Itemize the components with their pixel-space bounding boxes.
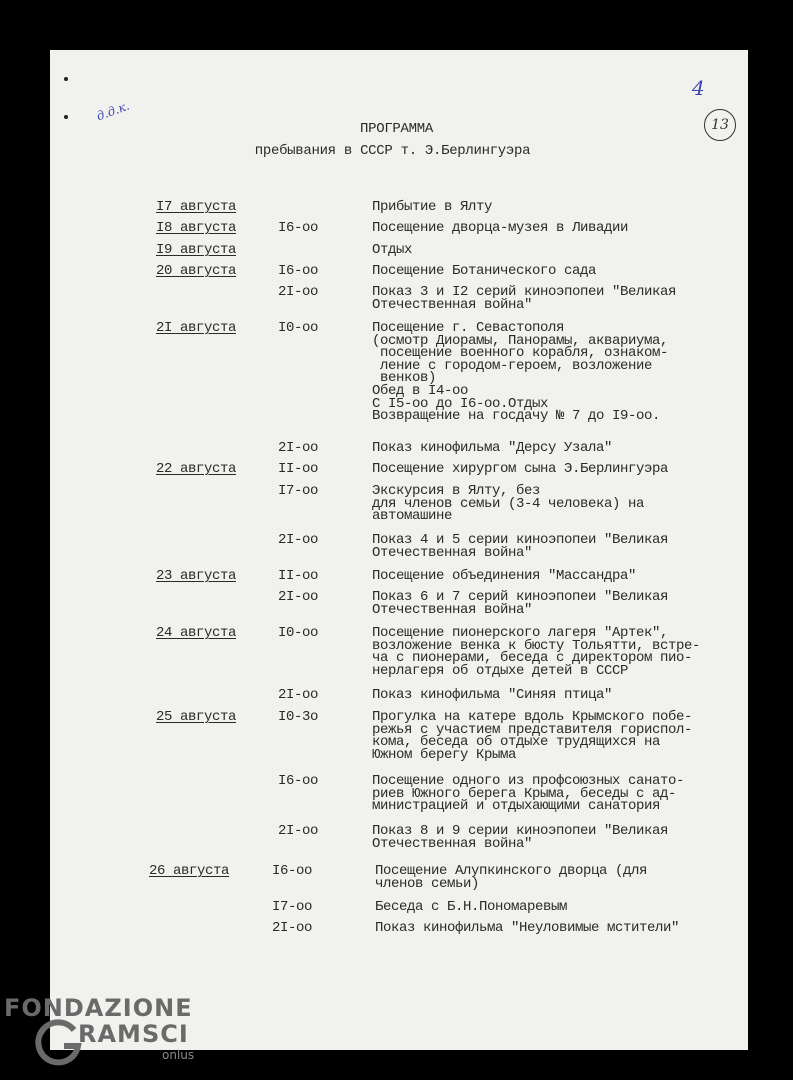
schedule-event-line: министрацией и отдыхающими санатория	[372, 798, 661, 815]
schedule-event-line: Отечественная война"	[372, 544, 533, 561]
watermark-line-3: onlus	[162, 1048, 195, 1062]
schedule-date: I7 августа	[156, 199, 237, 215]
schedule-time: 2I-оо	[278, 284, 319, 300]
document-subtitle: пребывания в СССР т. Э.Берлингуэра	[254, 143, 531, 159]
schedule-event-line: посещение военного корабля, ознаком-	[372, 345, 669, 362]
schedule-event-line: Показ 6 и 7 серий киноэпопеи "Великая	[372, 589, 669, 605]
schedule-event-line: Беседа с Б.Н.Пономаревым	[375, 899, 568, 915]
schedule-time: 2I-оо	[278, 823, 319, 839]
schedule-event	[372, 244, 732, 257]
schedule-event	[372, 570, 732, 583]
schedule-event	[372, 689, 732, 702]
schedule-event-line: Показ кинофильма "Неуловимые мстители"	[375, 920, 680, 936]
archive-watermark	[4, 990, 204, 1070]
schedule-event	[372, 627, 732, 677]
schedule-event-line: Посещение пионерского лагеря "Артек",	[372, 625, 669, 641]
schedule-event-line: Посещение объединения "Массандра"	[372, 568, 637, 584]
schedule-time: I6-оо	[272, 863, 313, 879]
schedule-event-line: автомашине	[372, 508, 453, 525]
schedule-date: 20 августа	[156, 263, 237, 279]
schedule-event-line: режья с участием представителя гориспол-	[372, 721, 693, 738]
schedule-event-line: Прибытие в Ялту	[372, 199, 493, 215]
schedule-date: 23 августа	[156, 568, 237, 584]
schedule-event	[372, 711, 732, 761]
schedule-event	[372, 825, 732, 850]
watermark-line-1: FONDAZIONE	[4, 994, 193, 1022]
schedule-event-line: Посещение одного из профсоюзных санато-	[372, 773, 685, 789]
schedule-event-line: ча с пионерами, беседа с директором пио-	[372, 650, 693, 667]
schedule-event-line: ление с городом-героем, возложение	[372, 357, 653, 374]
schedule-time: 2I-оо	[278, 532, 319, 548]
schedule-event-line: Посещение Алупкинского дворца (для	[375, 863, 648, 879]
schedule-time: 2I-оо	[278, 440, 319, 456]
schedule-event-line: Показ 4 и 5 серии киноэпопеи "Великая	[372, 532, 669, 548]
document-title: ПРОГРАММА	[360, 121, 433, 137]
schedule-event-line: Показ кинофильма "Дерсу Узала"	[372, 440, 613, 456]
punch-hole-bottom	[64, 115, 68, 119]
schedule-event	[372, 485, 732, 523]
schedule-event-line: риев Южного берега Крыма, беседы с ад-	[372, 785, 677, 802]
schedule-event-line: Показ 3 и I2 серий киноэпопеи "Великая	[372, 284, 677, 300]
schedule-time: I0-оо	[278, 320, 319, 336]
schedule-event-line: венков)	[372, 370, 437, 387]
schedule-date: 26 августа	[149, 863, 230, 879]
schedule-event-line: Отечественная война"	[372, 835, 533, 852]
schedule-event-line: Возвращение на госдачу № 7 до I9-оо.	[372, 408, 661, 425]
schedule-event	[372, 265, 732, 278]
schedule-event-line: возложение венка к бюсту Тольятти, встре-	[372, 637, 701, 654]
schedule-time: I0-3о	[278, 709, 319, 725]
schedule-event	[375, 922, 735, 935]
schedule-event-line: для членов семьи (3-4 человека) на	[372, 495, 645, 512]
schedule-event-line: Обед в I4-оо	[372, 382, 469, 399]
schedule-time: II-оо	[278, 568, 319, 584]
schedule-time: I6-оо	[278, 773, 319, 789]
circled-page-number: 13	[704, 109, 736, 141]
schedule-event	[372, 534, 732, 559]
schedule-date: 24 августа	[156, 625, 237, 641]
schedule-event-line: членов семьи)	[375, 875, 480, 892]
schedule-date: 25 августа	[156, 709, 237, 725]
schedule-date: I9 августа	[156, 242, 237, 258]
schedule-event-line: Посещение хирургом сына Э.Берлингуэра	[372, 461, 669, 477]
schedule-event-line: С I5-оо до I6-оо.Отдых	[372, 395, 549, 412]
watermark-g-logo-icon	[34, 1016, 84, 1066]
schedule-date: 22 августа	[156, 461, 237, 477]
schedule-time: I6-оо	[278, 263, 319, 279]
schedule-event-line: Отдых	[372, 242, 413, 258]
schedule-event	[372, 322, 732, 423]
schedule-event-line: нерлагеря об отдыхе детей в СССР	[372, 662, 629, 679]
schedule-time: I6-оо	[278, 220, 319, 236]
handwritten-page-number: 4	[692, 76, 705, 100]
watermark-line-2: RAMSCI	[78, 1020, 189, 1048]
schedule-event-line: Южном берегу Крыма	[372, 746, 517, 763]
schedule-event	[372, 775, 732, 813]
schedule-time: I0-оо	[278, 625, 319, 641]
schedule-date: I8 августа	[156, 220, 237, 236]
schedule-event-line: Отечественная война"	[372, 601, 533, 618]
schedule-event	[372, 442, 732, 455]
schedule-event-line: Отечественная война"	[372, 296, 533, 313]
schedule-time: 2I-оо	[278, 589, 319, 605]
handwritten-margin-note: д.д.к.	[94, 98, 132, 124]
schedule-time: II-оо	[278, 461, 319, 477]
schedule-event	[372, 286, 732, 311]
schedule-event-line: (осмотр Диорамы, Панорамы, аквариума,	[372, 332, 669, 349]
schedule-date: 2I августа	[156, 320, 237, 336]
schedule-event-line: Прогулка на катере вдоль Крымского побе-	[372, 709, 693, 725]
schedule-event	[372, 591, 732, 616]
schedule-event-line: Показ 8 и 9 серии киноэпопеи "Великая	[372, 823, 669, 839]
schedule-time: I7-оо	[278, 483, 319, 499]
schedule-event	[375, 865, 735, 890]
schedule-time: I7-оо	[272, 899, 313, 915]
schedule-event	[372, 463, 732, 476]
schedule-event-line: Посещение Ботанического сада	[372, 263, 597, 279]
schedule-time: 2I-оо	[278, 687, 319, 703]
schedule-event-line: кома, беседа об отдыхе трудящихся на	[372, 734, 661, 751]
schedule-event-line: Экскурсия в Ялту, без	[372, 483, 541, 499]
schedule-event	[372, 222, 732, 235]
schedule-event-line: Посещение г. Севастополя	[372, 320, 565, 336]
schedule-event	[375, 901, 735, 914]
schedule-event	[372, 201, 732, 214]
schedule-event-line: Посещение дворца-музея в Ливадии	[372, 220, 629, 236]
punch-hole-top	[64, 77, 68, 81]
schedule-event-line: Показ кинофильма "Синяя птица"	[372, 687, 613, 703]
schedule-time: 2I-оо	[272, 920, 313, 936]
